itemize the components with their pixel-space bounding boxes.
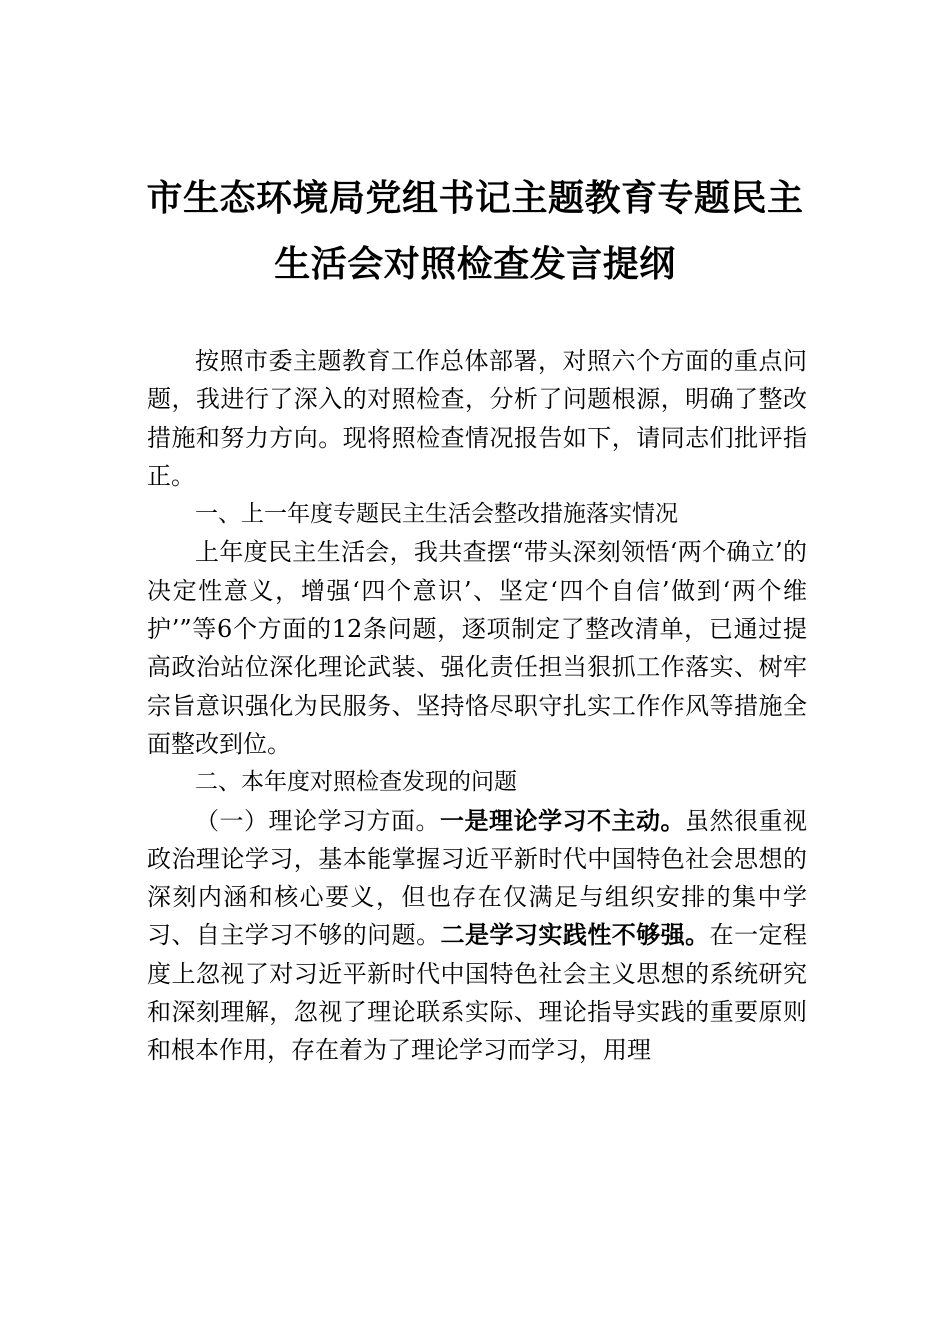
document-body: [147, 342, 807, 1070]
intro-paragraph: 按照市委主题教育工作总体部署，对照六个方面的重点问题，我进行了深入的对照检查，分析了问题根源，明确了整改措施和努力方向。现将照检查情况报告如下，请同志们批评指正。: [147, 347, 807, 490]
point-2-text: 在一定程度上忽视了对习近平新时代中国特色社会主义思想的系统研究和深刻理解，忽视了理论联系实际、理论指导实践的重要原则和根本作用，存在着为了理论学习而学习，用理: [147, 921, 808, 1065]
subsection-1-label: （一）理论学习方面。: [195, 806, 440, 835]
point-1-text: 虽然很重视政治理论学习，基本能掌握习近平新时代中国特色社会思想的深刻内涵和核心要义，但也存在仅满足与组织安排的集中学习、自主学习不够的问题。: [147, 806, 807, 950]
point-1-title: 一是理论学习不主动。: [440, 806, 685, 835]
section-1-heading: 一、上一年度专题民主生活会整改措施落实情况: [195, 501, 678, 528]
section-2-paragraph: [147, 802, 807, 1070]
document-title-line-2: 生活会对照检查发言提纲: [274, 243, 676, 285]
document-title-line-1: 市生态环境局党组书记主题教育专题民主: [146, 177, 804, 219]
section-1-paragraph: 上年度民主生活会，我共查摆“带头深刻领悟‘两个确立’的决定性意义，增强‘四个意识’、坚定‘四个自信’做到‘两个维护’”等6个方面的12条问题，逐项制定了整改清单，已通过提高政治站位深化理论武装、强化责任担当狠抓工作落实、树牢宗旨意识强化为民服务、坚持恪尽职守扎实工作作风等措施全面整改到位。: [147, 538, 807, 758]
point-2-title: 二是学习实践性不够强。: [440, 921, 710, 950]
section-2-heading: 二、本年度对照检查发现的问题: [195, 769, 517, 796]
